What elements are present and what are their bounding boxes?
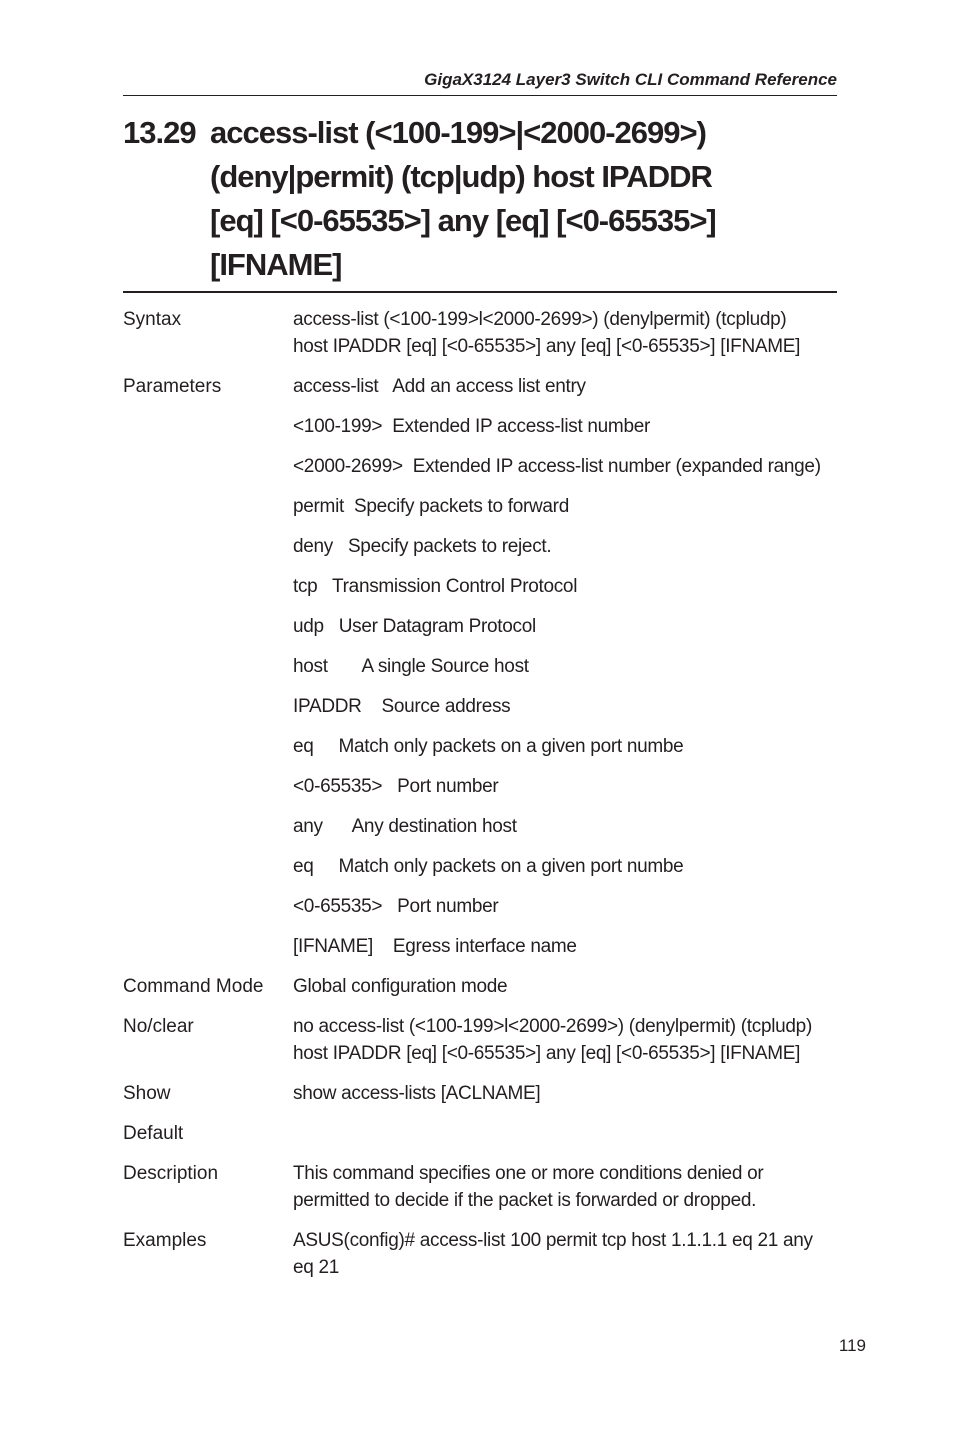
section-heading xyxy=(123,111,837,293)
syntax-row xyxy=(123,306,837,360)
parameter-name: access-list xyxy=(293,376,393,397)
examples-row xyxy=(123,1227,837,1281)
running-header: GigaX3124 Layer3 Switch CLI Command Reference xyxy=(123,68,837,96)
parameter-item xyxy=(293,933,837,960)
parameter-description: Source address xyxy=(381,696,511,717)
parameter-item xyxy=(293,573,837,600)
parameter-item xyxy=(293,893,837,920)
section-title-line: [eq] [<0-65535>] any [eq] [<0-65535>] xyxy=(210,203,716,238)
examples-label: Examples xyxy=(123,1230,207,1251)
syntax-label: Syntax xyxy=(123,309,182,330)
parameter-description: Specify packets to reject. xyxy=(347,536,552,557)
parameter-item xyxy=(293,373,837,400)
parameters-list xyxy=(293,373,837,960)
no-clear-value xyxy=(293,1013,837,1067)
parameter-name: tcp xyxy=(293,576,333,597)
parameter-item xyxy=(293,773,837,800)
parameter-item xyxy=(293,453,837,480)
default-value xyxy=(293,1120,837,1147)
parameter-name: any xyxy=(293,816,352,837)
parameter-name: deny xyxy=(293,536,348,557)
parameter-item xyxy=(293,853,837,880)
parameter-name: eq xyxy=(293,736,339,757)
parameter-item xyxy=(293,413,837,440)
parameter-item xyxy=(293,533,837,560)
parameter-name: IPADDR xyxy=(293,696,382,717)
parameter-description: Port number xyxy=(397,896,499,917)
parameter-name: [IFNAME] xyxy=(293,936,393,957)
section-title-line: [IFNAME] xyxy=(210,247,342,282)
default-row xyxy=(123,1120,837,1147)
parameter-name: host xyxy=(293,656,362,677)
parameter-description: Egress interface name xyxy=(392,936,577,957)
parameter-description: Extended IP access-list number (expanded range) xyxy=(412,456,821,477)
no-clear-line: no access-list (<100-199>l<2000-2699>) (denylpermit) (tcpludp) xyxy=(293,1016,812,1037)
no-clear-row xyxy=(123,1013,837,1067)
parameter-item xyxy=(293,613,837,640)
command-mode-row xyxy=(123,973,837,1000)
parameter-description: Any destination host xyxy=(351,816,517,837)
description-label: Description xyxy=(123,1163,219,1184)
section-title-line: (deny|permit) (tcp|udp) host IPADDR xyxy=(210,159,712,194)
parameter-item xyxy=(293,493,837,520)
show-value: show access-lists [ACLNAME] xyxy=(293,1083,541,1104)
syntax-line: host IPADDR [eq] [<0-65535>] any [eq] [<0-65535>] [IFNAME] xyxy=(293,336,801,357)
parameter-name: <100-199> xyxy=(293,416,393,437)
parameter-item xyxy=(293,693,837,720)
parameter-description: Match only packets on a given port numbe xyxy=(338,856,684,877)
parameters-label: Parameters xyxy=(123,376,222,397)
parameter-name: udp xyxy=(293,616,339,637)
parameter-description: User Datagram Protocol xyxy=(338,616,536,637)
section-title xyxy=(210,111,837,287)
show-row xyxy=(123,1080,837,1107)
command-reference-table xyxy=(123,306,837,1294)
command-mode-label: Command Mode xyxy=(123,976,264,997)
parameter-description: Extended IP access-list number xyxy=(392,416,651,437)
section-title-line: access-list (<100-199>|<2000-2699>) xyxy=(210,115,706,150)
parameter-description: A single Source host xyxy=(361,656,529,677)
examples-value: ASUS(config)# access-list 100 permit tcp host 1.1.1.1 eq 21 any eq 21 xyxy=(293,1230,813,1278)
parameter-item xyxy=(293,733,837,760)
parameter-item xyxy=(293,813,837,840)
parameter-description: Match only packets on a given port numbe xyxy=(338,736,684,757)
parameter-description: Transmission Control Protocol xyxy=(332,576,578,597)
description-value: This command specifies one or more conditions denied or permitted to decide if the packet is forwarded or dropped. xyxy=(293,1163,764,1211)
parameter-description: Port number xyxy=(397,776,499,797)
command-mode-value: Global configuration mode xyxy=(293,976,508,997)
parameter-name: <2000-2699> xyxy=(293,456,413,477)
parameter-description: Add an access list entry xyxy=(392,376,586,397)
section-number: 13.29 xyxy=(123,115,196,150)
parameter-name: <0-65535> xyxy=(293,896,398,917)
parameter-item xyxy=(293,653,837,680)
parameter-name: permit xyxy=(293,496,354,517)
parameter-description: Specify packets to forward xyxy=(353,496,569,517)
no-clear-label: No/clear xyxy=(123,1016,194,1037)
show-label: Show xyxy=(123,1083,171,1104)
no-clear-line: host IPADDR [eq] [<0-65535>] any [eq] [<0-65535>] [IFNAME] xyxy=(293,1043,801,1064)
description-row xyxy=(123,1160,837,1214)
parameters-row xyxy=(123,373,837,960)
syntax-value xyxy=(293,306,837,360)
syntax-line: access-list (<100-199>l<2000-2699>) (denylpermit) (tcpludp) xyxy=(293,309,787,330)
parameter-name: <0-65535> xyxy=(293,776,398,797)
parameter-name: eq xyxy=(293,856,339,877)
default-label: Default xyxy=(123,1123,184,1144)
page-number: 119 xyxy=(838,1336,866,1355)
